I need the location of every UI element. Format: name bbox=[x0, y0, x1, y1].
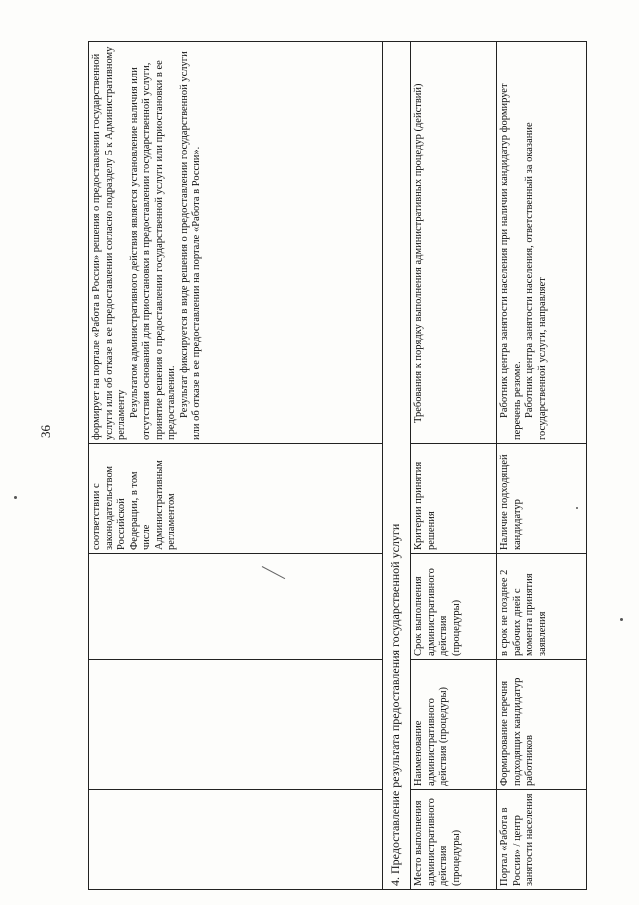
section-heading-row bbox=[383, 42, 411, 890]
rotated-table-container bbox=[88, 42, 608, 890]
requirements-paragraph: Результатом административного действия является установление наличия или отсутствия оснований для приостановки в предоставлении государственной услуги, принятие решения о предоставлении государственной услуги или приостановки в ее предоставлении. bbox=[128, 60, 177, 440]
term-cell: в срок не позднее 2 рабочих дней с момента принятия заявления bbox=[497, 554, 587, 660]
scan-speck bbox=[620, 618, 623, 621]
criteria-cell: Наличие подходящей кандидатур bbox=[497, 444, 587, 554]
name-cell-empty bbox=[89, 660, 383, 790]
header-row bbox=[411, 42, 497, 890]
place-cell: Портал «Работа в России» / центр занятости населения bbox=[497, 790, 587, 890]
requirements-cell-continuation bbox=[89, 42, 383, 444]
requirements-paragraph: Работник центра занятости населения, ответственный за оказание государственной услуги, направляет bbox=[524, 122, 548, 440]
header-requirements: Требования к порядку выполнения административных процедур (действий) bbox=[411, 42, 497, 444]
name-cell: Формирование перечня подходящих кандидатур работников bbox=[497, 660, 587, 790]
scan-speck bbox=[14, 496, 17, 499]
section-heading: 4. Предоставление результата предоставления государственной услуги bbox=[383, 42, 411, 890]
requirements-paragraph: Результат фиксируется в виде решения о предоставлении государственной услуги или об отказе в ее предоставлении на портале «Работа в России». bbox=[178, 51, 202, 440]
table-row bbox=[497, 42, 587, 890]
term-cell-empty bbox=[89, 554, 383, 660]
requirements-paragraph: Работник центра занятости населения при наличии кандидатур формирует перечень резюме. bbox=[499, 83, 523, 440]
header-name: Наименование административного действия (процедуры) bbox=[411, 660, 497, 790]
header-term: Срок выполнения административного действия (процедуры) bbox=[411, 554, 497, 660]
header-criteria: Критерии принятия решения bbox=[411, 444, 497, 554]
header-place: Место выполнения административного действия (процедуры) bbox=[411, 790, 497, 890]
page-number: 36 bbox=[38, 425, 53, 438]
basis-cell: соответствии с законодательством Российской Федерации, в том числе Административным регламентом bbox=[89, 444, 383, 554]
requirements-cell bbox=[497, 42, 587, 444]
procedure-table bbox=[88, 41, 587, 890]
requirements-paragraph: формирует на портале «Работа в России» решения о предоставлении государственной услуги или об отказе в ее предоставлении согласно подразделу 5 к Административному регламенту bbox=[91, 46, 127, 440]
table-row-continuation bbox=[89, 42, 383, 890]
place-cell-empty bbox=[89, 790, 383, 890]
